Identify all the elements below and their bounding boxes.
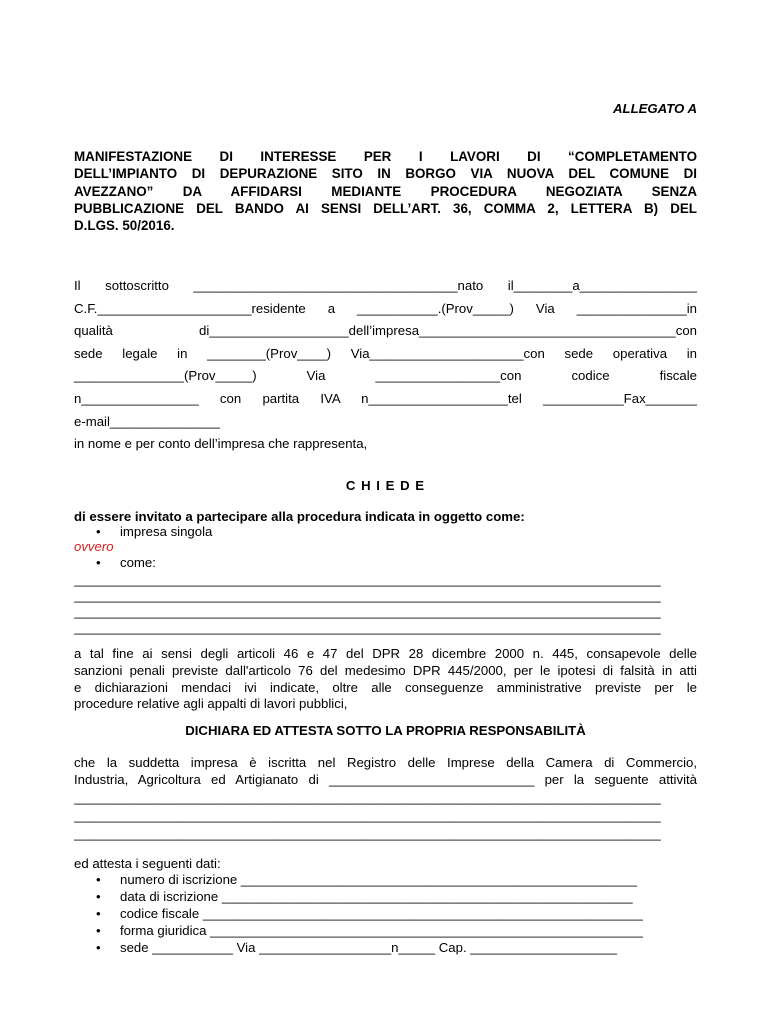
dato-forma-giuridica[interactable] xyxy=(74,923,697,940)
title-line: D.LGS. 50/2016. xyxy=(74,218,175,234)
dato-label: forma giuridica ___________________________________________________________ xyxy=(120,923,643,938)
form-line-qualita[interactable]: qualità di___________________dell’impresa___________________________________con xyxy=(74,323,697,339)
bullet-icon: • xyxy=(96,524,101,539)
chiede-heading: C H I E D E xyxy=(345,478,426,493)
blank-line[interactable]: ________________________________________________________________________________ xyxy=(74,620,661,635)
dichiara-heading: DICHIARA ED ATTESTA SOTTO LA PROPRIA RESPONSABILITÀ xyxy=(185,723,586,738)
option-label: impresa singola xyxy=(120,524,213,539)
blank-line[interactable]: ________________________________________________________________________________ xyxy=(74,790,661,805)
blank-line[interactable]: ________________________________________________________________________________ xyxy=(74,604,661,619)
option-label: come: xyxy=(120,555,156,570)
document-title xyxy=(74,148,697,234)
bullet-icon: • xyxy=(96,872,101,887)
form-line-rappresenta: in nome e per conto dell’impresa che rappresenta, xyxy=(74,436,368,452)
form-line-cf[interactable]: C.F._____________________residente a ___________.(Prov_____) Via _______________in xyxy=(74,300,697,316)
form-line-email[interactable]: e-mail_______________ xyxy=(74,413,220,429)
attesta-text: ed attesta i seguenti dati: xyxy=(74,856,221,871)
blank-line[interactable]: ________________________________________________________________________________ xyxy=(74,572,661,587)
dato-data-iscrizione[interactable] xyxy=(74,889,697,906)
form-line-codice-fiscale[interactable]: _______________(Prov_____) Via _________________con codice fiscale xyxy=(74,368,697,384)
bullet-icon: • xyxy=(96,923,101,938)
paragraph-line: procedure relative agli appalti di lavori pubblici, xyxy=(74,696,348,712)
iscritta-paragraph xyxy=(74,755,697,789)
dato-codice-fiscale[interactable] xyxy=(74,906,697,923)
form-fields xyxy=(74,275,697,456)
ovvero-text: ovvero xyxy=(74,539,114,554)
fine-paragraph xyxy=(74,646,697,713)
paragraph-line: a tal fine ai sensi degli articoli 46 e 47 del DPR 28 dicembre 2000 n. 445, consapevole delle xyxy=(74,646,697,661)
paragraph-line: sanzioni penali previste dall'articolo 76 del medesimo DPR 445/2000, per le ipotesi di falsità in atti xyxy=(74,662,697,678)
dato-sede[interactable] xyxy=(74,940,697,957)
form-line-sede-legale[interactable]: sede legale in ________(Prov____) Via_____________________con sede operativa in xyxy=(74,345,697,361)
dato-numero-iscrizione[interactable] xyxy=(74,872,697,889)
bullet-icon: • xyxy=(96,906,101,921)
title-line: PUBBLICAZIONE DEL BANDO AI SENSI DELL’ART. 36, COMMA 2, LETTERA B) DEL xyxy=(74,200,697,216)
option-come[interactable] xyxy=(74,555,697,571)
allegato-label: ALLEGATO A xyxy=(612,101,697,116)
bullet-icon: • xyxy=(96,555,101,570)
form-line-partita-iva[interactable]: n________________ con partita IVA n___________________tel ___________Fax_______ xyxy=(74,390,697,406)
blank-line[interactable]: ________________________________________________________________________________ xyxy=(74,808,661,823)
dato-label: numero di iscrizione ______________________________________________________ xyxy=(120,872,637,887)
title-line: MANIFESTAZIONE DI INTERESSE PER I LAVORI DI “COMPLETAMENTO xyxy=(74,149,697,164)
paragraph-line: e dichiarazioni mendaci ivi indicate, oltre alle conseguenze amministrative previste per le xyxy=(74,679,697,695)
paragraph-line: che la suddetta impresa è iscritta nel Registro delle Imprese della Camera di Commercio, xyxy=(74,755,697,770)
title-line: AVEZZANO” DA AFFIDARSI MEDIANTE PROCEDURA NEGOZIATA SENZA xyxy=(74,183,697,199)
dato-label: codice fiscale ____________________________________________________________ xyxy=(120,906,643,921)
option-impresa-singola[interactable] xyxy=(74,524,697,540)
dato-label: data di iscrizione ________________________________________________________ xyxy=(120,889,633,904)
blank-line[interactable]: ________________________________________________________________________________ xyxy=(74,826,661,841)
invito-text: di essere invitato a partecipare alla procedura indicata in oggetto come: xyxy=(74,509,525,524)
blank-line[interactable]: ________________________________________________________________________________ xyxy=(74,588,661,603)
paragraph-line[interactable]: Industria, Agricoltura ed Artigianato di ____________________________ per la seguente attività xyxy=(74,771,697,787)
dato-label: sede ___________ Via __________________n_____ Cap. ____________________ xyxy=(120,940,617,955)
bullet-icon: • xyxy=(96,889,101,904)
title-line: DELL’IMPIANTO DI DEPURAZIONE SITO IN BORGO VIA NUOVA DEL COMUNE DI xyxy=(74,166,697,182)
form-line-sottoscritto[interactable]: Il sottoscritto ____________________________________nato il________a________________ xyxy=(74,278,697,293)
bullet-icon: • xyxy=(96,940,101,955)
